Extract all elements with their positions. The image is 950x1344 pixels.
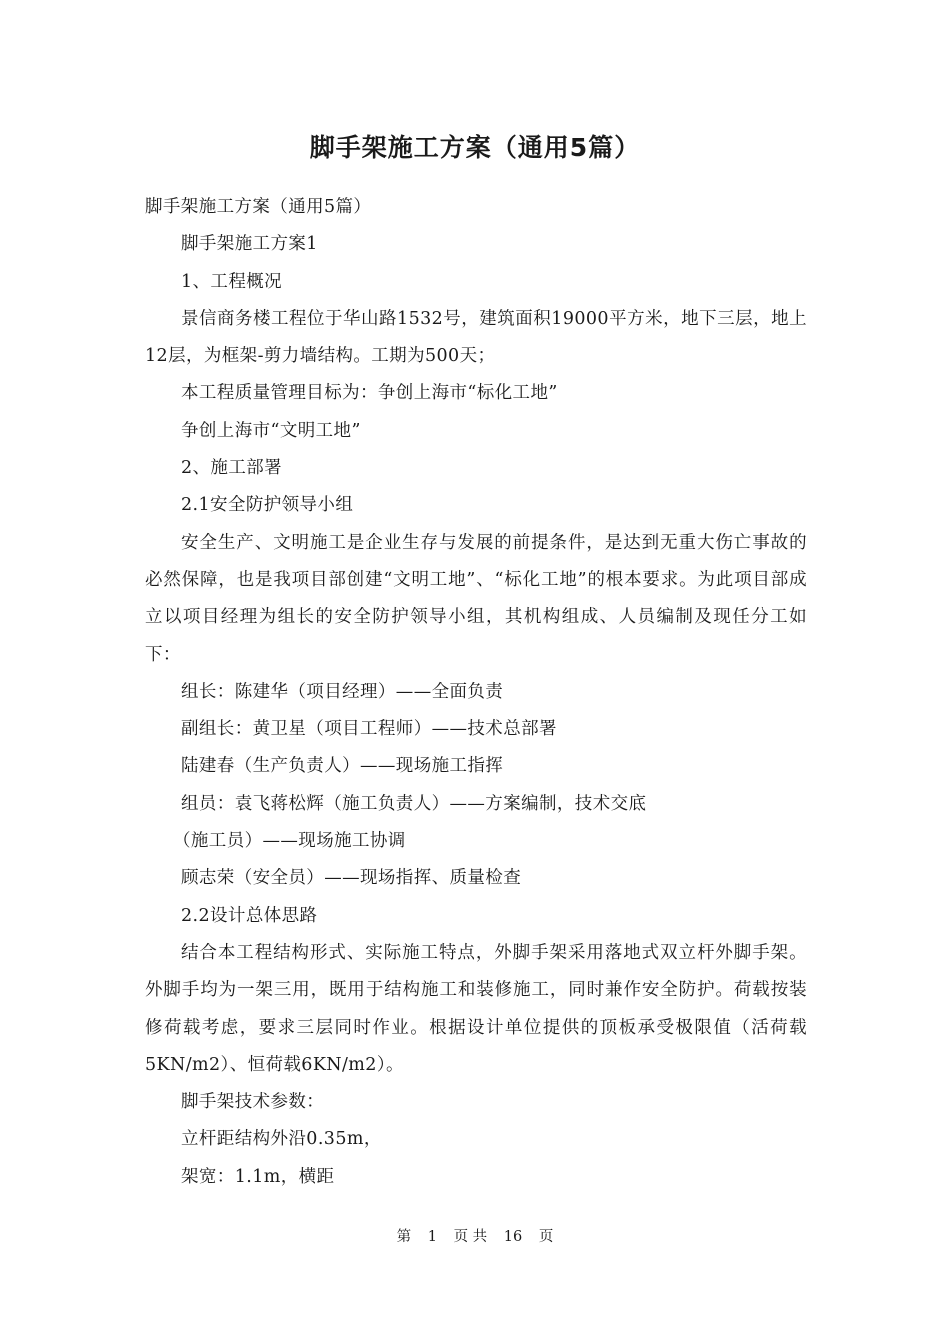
paragraph-tech-params-heading: 脚手架技术参数： — [181, 1092, 325, 1113]
paragraph-quality-goal: 本工程质量管理目标为：争创上海市“标化工地” — [181, 383, 558, 404]
footer-label-pages: 页 — [538, 1229, 554, 1245]
paragraph-project-description: 景信商务楼工程位于华山路1532号，建筑面积19000平方米，地下三层，地上12层，为框架-剪力墙结构。工期为500天； — [145, 308, 807, 367]
paragraph-heading-deployment: 2、施工部署 — [181, 458, 283, 479]
paragraph-deputy-leader: 副组长：黄卫星（项目工程师）——技术总部署 — [181, 719, 557, 740]
footer-label-page-of: 页 共 — [453, 1229, 488, 1245]
paragraph-safety-description: 安全生产、文明施工是企业生存与发展的前提条件，是达到无重大伤亡事故的必然保障，也是我项目部创建“文明工地”、“标化工地”的根本要求。为此项目部成立以项目经理为组长的安全防护领导小组，其机构组成、人员编制及现任分工如下： — [145, 532, 807, 665]
paragraph-safety-officer: 顾志荣（安全员）——现场指挥、质量检查 — [181, 868, 522, 889]
paragraph-pole-distance: 立杆距结构外沿0.35m， — [181, 1129, 382, 1150]
paragraph-section-heading: 脚手架施工方案1 — [181, 234, 318, 255]
paragraph-construction-staff: （施工员）——现场施工协调 — [173, 831, 406, 852]
footer-current-page: 1 — [427, 1229, 437, 1245]
paragraph-design-description: 结合本工程结构形式、实际施工特点，外脚手架采用落地式双立杆外脚手架。外脚手均为一架三用，既用于结构施工和装修施工，同时兼作安全防护。荷载按装修荷载考虑，要求三层同时作业。根据设计单位提供的顶板承受极限值（活荷载5KN/m2）、恒荷载6KN/m2）。 — [145, 942, 807, 1075]
paragraph-frame-width: 架宽：1.1m，横距 — [181, 1166, 335, 1187]
footer-total-pages: 16 — [503, 1229, 523, 1245]
paragraph-production-lead: 陆建春（生产负责人）——现场施工指挥 — [181, 756, 504, 777]
page-footer — [0, 1226, 950, 1248]
paragraph-leader: 组长：陈建华（项目经理）——全面负责 — [181, 681, 504, 702]
paragraph-civilized-site-goal: 争创上海市“文明工地” — [181, 420, 361, 441]
paragraph-heading-safety-group: 2.1安全防护领导小组 — [181, 495, 354, 516]
footer-label-page: 第 — [396, 1229, 412, 1245]
paragraph-members: 组员：袁飞蒋松辉（施工负责人）——方案编制，技术交底 — [181, 793, 647, 814]
document-body — [145, 189, 807, 1196]
document-title: 脚手架施工方案（通用5篇） — [309, 133, 641, 162]
paragraph-heading-overview: 1、工程概况 — [181, 271, 283, 292]
paragraph-subtitle: 脚手架施工方案（通用5篇） — [145, 197, 372, 217]
paragraph-heading-design: 2.2设计总体思路 — [181, 905, 318, 926]
